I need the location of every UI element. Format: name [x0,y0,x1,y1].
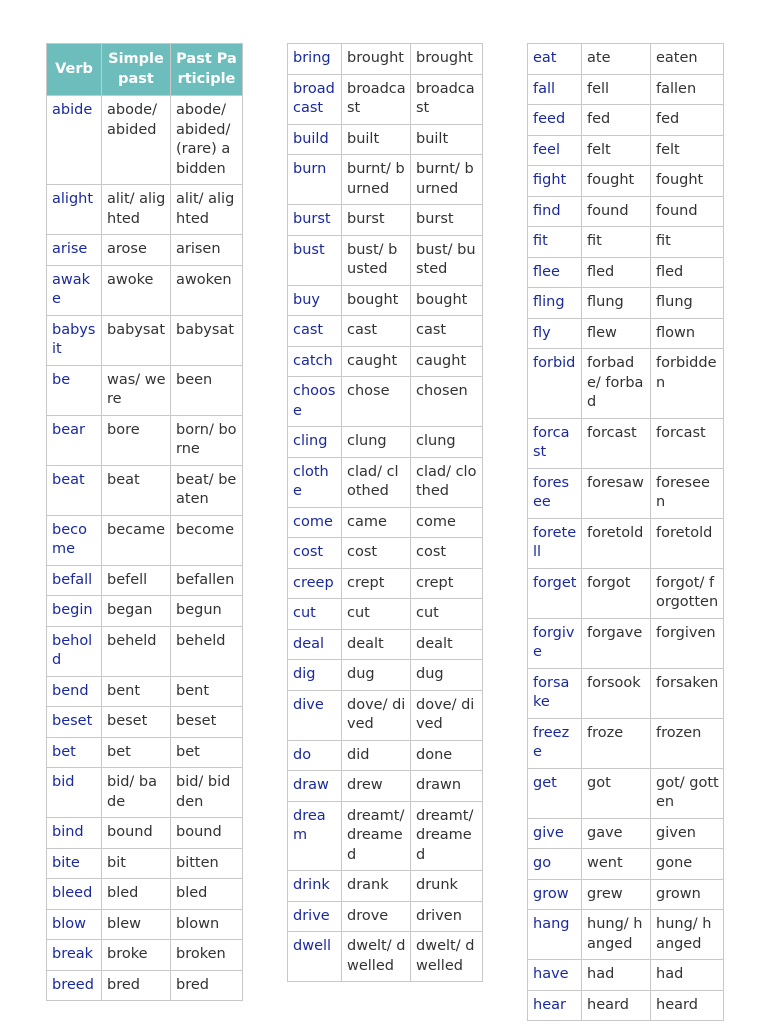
past-participle-cell: abode/ abided/ (rare) abidden [171,96,243,185]
verb-link[interactable]: bring [288,44,342,75]
past-participle-cell: arisen [171,235,243,266]
simple-past-cell: forbade/ forbad [582,349,651,419]
table-row [47,96,243,185]
verb-link[interactable]: cast [288,316,342,347]
table-row [288,660,483,691]
simple-past-cell: broadcast [342,74,411,124]
verb-link[interactable]: abide [47,96,102,185]
simple-past-cell: bound [102,818,171,849]
verb-link[interactable]: dig [288,660,342,691]
table-row [528,960,724,991]
verb-link[interactable]: beset [47,707,102,738]
verb-link[interactable]: dream [288,801,342,871]
verb-link[interactable]: babysit [47,315,102,365]
simple-past-cell: babysat [102,315,171,365]
simple-past-cell: was/ were [102,365,171,415]
past-participle-cell: dreamt/ dreamed [411,801,483,871]
past-participle-cell: cost [411,538,483,569]
past-participle-cell: beset [171,707,243,738]
past-participle-cell: found [651,196,724,227]
simple-past-cell: blew [102,909,171,940]
simple-past-cell: forcast [582,418,651,468]
simple-past-cell: brought [342,44,411,75]
table-row [528,135,724,166]
past-participle-cell: flung [651,288,724,319]
simple-past-cell: ate [582,44,651,75]
past-participle-cell: chosen [411,377,483,427]
verb-link[interactable]: awake [47,265,102,315]
simple-past-cell: befell [102,565,171,596]
simple-past-cell: cast [342,316,411,347]
simple-past-cell: built [342,124,411,155]
past-participle-cell: clad/ clothed [411,457,483,507]
simple-past-cell: bent [102,676,171,707]
verb-link[interactable]: arise [47,235,102,266]
verb-link[interactable]: eat [528,44,582,75]
simple-past-cell: broke [102,940,171,971]
table-row [47,768,243,818]
verb-link[interactable]: bid [47,768,102,818]
past-participle-cell: foreseen [651,468,724,518]
table-row [288,285,483,316]
simple-past-cell: froze [582,718,651,768]
verb-link[interactable]: beat [47,465,102,515]
verb-link[interactable]: draw [288,771,342,802]
table-row [288,316,483,347]
past-participle-cell: clung [411,427,483,458]
simple-past-cell: burnt/ burned [342,155,411,205]
verb-link[interactable]: bind [47,818,102,849]
verb-link[interactable]: forcast [528,418,582,468]
verb-link[interactable]: flee [528,257,582,288]
verb-link[interactable]: fit [528,227,582,258]
table-row [47,315,243,365]
simple-past-cell: foresaw [582,468,651,518]
verb-link[interactable]: feel [528,135,582,166]
simple-past-cell: arose [102,235,171,266]
simple-past-cell: flung [582,288,651,319]
simple-past-cell: went [582,849,651,880]
simple-past-cell: drove [342,901,411,932]
verb-link[interactable]: break [47,940,102,971]
table-row [47,970,243,1001]
table-row [528,196,724,227]
past-participle-cell: felt [651,135,724,166]
header-past-participle: Past Participle [171,44,243,96]
verb-link[interactable]: broadcast [288,74,342,124]
simple-past-cell: hung/ hanged [582,910,651,960]
verb-link[interactable]: bend [47,676,102,707]
simple-past-cell: drew [342,771,411,802]
table-row [288,901,483,932]
simple-past-cell: chose [342,377,411,427]
past-participle-cell: beat/ beaten [171,465,243,515]
simple-past-cell: bust/ busted [342,235,411,285]
past-participle-cell: bred [171,970,243,1001]
table-row [528,288,724,319]
table-row [528,518,724,568]
simple-past-cell: burst [342,205,411,236]
verb-link[interactable]: bleed [47,879,102,910]
past-participle-cell: drawn [411,771,483,802]
simple-past-cell: bred [102,970,171,1001]
simple-past-cell: beset [102,707,171,738]
table-row [528,718,724,768]
simple-past-cell: found [582,196,651,227]
simple-past-cell: came [342,507,411,538]
verb-link[interactable]: creep [288,568,342,599]
table-row [288,801,483,871]
simple-past-cell: had [582,960,651,991]
past-participle-cell: alit/ alighted [171,185,243,235]
header-row [47,44,243,96]
past-participle-cell: drunk [411,871,483,902]
simple-past-cell: drank [342,871,411,902]
past-participle-cell: brought [411,44,483,75]
past-participle-cell: fled [651,257,724,288]
past-participle-cell: forbidden [651,349,724,419]
past-participle-cell: eaten [651,44,724,75]
verb-link[interactable]: dwell [288,932,342,982]
simple-past-cell: fled [582,257,651,288]
simple-past-cell: heard [582,990,651,1021]
table-row [47,515,243,565]
verb-link[interactable]: go [528,849,582,880]
table-row [528,818,724,849]
past-participle-cell: foretold [651,518,724,568]
verb-link[interactable]: forbid [528,349,582,419]
simple-past-cell: cost [342,538,411,569]
simple-past-cell: fed [582,105,651,136]
table-row [47,626,243,676]
table-row [288,538,483,569]
simple-past-cell: abode/ abided [102,96,171,185]
simple-past-cell: beheld [102,626,171,676]
table-row [528,768,724,818]
past-participle-cell: driven [411,901,483,932]
simple-past-cell: did [342,740,411,771]
table-row [528,468,724,518]
simple-past-cell: bit [102,848,171,879]
simple-past-cell: flew [582,318,651,349]
table-row [288,871,483,902]
past-participle-cell: cut [411,599,483,630]
table-row [47,185,243,235]
simple-past-cell: forsook [582,668,651,718]
verb-link[interactable]: cost [288,538,342,569]
simple-past-cell: caught [342,346,411,377]
table-row [47,565,243,596]
table-row [288,427,483,458]
simple-past-cell: gave [582,818,651,849]
table-row [288,507,483,538]
past-participle-cell: given [651,818,724,849]
table-row [47,465,243,515]
verb-link[interactable]: be [47,365,102,415]
verb-link[interactable]: forget [528,568,582,618]
verb-link[interactable]: deal [288,629,342,660]
past-participle-cell: burst [411,205,483,236]
table-row [288,568,483,599]
simple-past-cell: got [582,768,651,818]
past-participle-cell: been [171,365,243,415]
table-row [528,349,724,419]
past-participle-cell: burnt/ burned [411,155,483,205]
table-row [288,771,483,802]
table-row [528,166,724,197]
past-participle-cell: dove/ dived [411,690,483,740]
verb-link[interactable]: fly [528,318,582,349]
verb-link[interactable]: breed [47,970,102,1001]
verb-link[interactable]: burn [288,155,342,205]
table-row [528,668,724,718]
table-row [528,418,724,468]
past-participle-cell: babysat [171,315,243,365]
table-row [528,257,724,288]
verb-link[interactable]: come [288,507,342,538]
table-row [528,318,724,349]
simple-past-cell: became [102,515,171,565]
table-row [288,599,483,630]
verb-link[interactable]: bear [47,415,102,465]
simple-past-cell: foretold [582,518,651,568]
table-row [47,879,243,910]
verb-link[interactable]: fling [528,288,582,319]
verb-link[interactable]: build [288,124,342,155]
simple-past-cell: dove/ dived [342,690,411,740]
verb-link[interactable]: drive [288,901,342,932]
table-row [47,737,243,768]
verb-link[interactable]: find [528,196,582,227]
past-participle-cell: got/ gotten [651,768,724,818]
table-row [47,235,243,266]
table-row [528,910,724,960]
simple-past-cell: dreamt/ dreamed [342,801,411,871]
past-participle-cell: bitten [171,848,243,879]
past-participle-cell: cast [411,316,483,347]
verb-link[interactable]: foretell [528,518,582,568]
table-row [288,235,483,285]
table-row [288,457,483,507]
simple-past-cell: fit [582,227,651,258]
verb-link[interactable]: alight [47,185,102,235]
simple-past-cell: fought [582,166,651,197]
table-row [288,44,483,75]
table-row [528,227,724,258]
past-participle-cell: dug [411,660,483,691]
past-participle-cell: forgot/ forgotten [651,568,724,618]
past-participle-cell: crept [411,568,483,599]
verb-link[interactable]: bite [47,848,102,879]
past-participle-cell: bet [171,737,243,768]
simple-past-cell: dwelt/ dwelled [342,932,411,982]
verb-link[interactable]: have [528,960,582,991]
past-participle-cell: beheld [171,626,243,676]
verb-link[interactable]: foresee [528,468,582,518]
verb-link[interactable]: do [288,740,342,771]
verb-link[interactable]: fall [528,74,582,105]
table-row [47,940,243,971]
table-row [288,377,483,427]
verb-link[interactable]: burst [288,205,342,236]
table-row [528,568,724,618]
simple-past-cell: bid/ bade [102,768,171,818]
simple-past-cell: clung [342,427,411,458]
table-row [288,690,483,740]
table-row [47,596,243,627]
verb-table-1 [46,43,243,1001]
verb-link[interactable]: forsake [528,668,582,718]
table-row [47,365,243,415]
simple-past-cell: bled [102,879,171,910]
verb-link[interactable]: get [528,768,582,818]
past-participle-cell: forsaken [651,668,724,718]
table-row [288,740,483,771]
header-verb: Verb [47,44,102,96]
past-participle-cell: fed [651,105,724,136]
simple-past-cell: dug [342,660,411,691]
table-row [288,155,483,205]
past-participle-cell: bid/ bidden [171,768,243,818]
table-row [288,932,483,982]
table-row [288,74,483,124]
verb-link[interactable]: cling [288,427,342,458]
past-participle-cell: bent [171,676,243,707]
simple-past-cell: alit/ alighted [102,185,171,235]
past-participle-cell: had [651,960,724,991]
table-row [528,105,724,136]
past-participle-cell: caught [411,346,483,377]
past-participle-cell: bled [171,879,243,910]
verb-link[interactable]: bust [288,235,342,285]
table-row [528,879,724,910]
verb-link[interactable]: become [47,515,102,565]
simple-past-cell: felt [582,135,651,166]
table-row [47,818,243,849]
past-participle-cell: begun [171,596,243,627]
verb-link[interactable]: cut [288,599,342,630]
verb-link[interactable]: drink [288,871,342,902]
past-participle-cell: dwelt/ dwelled [411,932,483,982]
past-participle-cell: flown [651,318,724,349]
simple-past-cell: crept [342,568,411,599]
table-row [47,707,243,738]
past-participle-cell: frozen [651,718,724,768]
simple-past-cell: clad/ clothed [342,457,411,507]
table-row [47,676,243,707]
table-row [528,990,724,1021]
past-participle-cell: broken [171,940,243,971]
table-row [528,849,724,880]
simple-past-cell: bought [342,285,411,316]
verb-link[interactable]: begin [47,596,102,627]
table-row [528,74,724,105]
past-participle-cell: bought [411,285,483,316]
verb-table-3 [527,43,724,1021]
verb-link[interactable]: choose [288,377,342,427]
verb-table-2 [287,43,483,982]
table-row [288,124,483,155]
verb-link[interactable]: give [528,818,582,849]
table-row [288,629,483,660]
past-participle-cell: blown [171,909,243,940]
verb-link[interactable]: bet [47,737,102,768]
past-participle-cell: fought [651,166,724,197]
table-row [528,44,724,75]
past-participle-cell: forgiven [651,618,724,668]
past-participle-cell: become [171,515,243,565]
simple-past-cell: began [102,596,171,627]
past-participle-cell: hung/ hanged [651,910,724,960]
past-participle-cell: gone [651,849,724,880]
past-participle-cell: bound [171,818,243,849]
past-participle-cell: fallen [651,74,724,105]
past-participle-cell: grown [651,879,724,910]
past-participle-cell: done [411,740,483,771]
verb-link[interactable]: blow [47,909,102,940]
table-row [47,848,243,879]
past-participle-cell: fit [651,227,724,258]
past-participle-cell: befallen [171,565,243,596]
past-participle-cell: forcast [651,418,724,468]
table-row [288,346,483,377]
simple-past-cell: dealt [342,629,411,660]
verb-link[interactable]: freeze [528,718,582,768]
table-row [528,618,724,668]
past-participle-cell: heard [651,990,724,1021]
past-participle-cell: broadcast [411,74,483,124]
verb-link[interactable]: fight [528,166,582,197]
verb-link[interactable]: catch [288,346,342,377]
table-row [47,909,243,940]
simple-past-cell: cut [342,599,411,630]
past-participle-cell: come [411,507,483,538]
past-participle-cell: dealt [411,629,483,660]
past-participle-cell: born/ borne [171,415,243,465]
table-row [47,415,243,465]
verb-link[interactable]: buy [288,285,342,316]
simple-past-cell: fell [582,74,651,105]
verb-link[interactable]: grow [528,879,582,910]
verb-link[interactable]: hear [528,990,582,1021]
table-row [47,265,243,315]
simple-past-cell: grew [582,879,651,910]
verb-link[interactable]: dive [288,690,342,740]
verb-link[interactable]: befall [47,565,102,596]
verb-link[interactable]: feed [528,105,582,136]
header-simple-past: Simple past [102,44,171,96]
past-participle-cell: built [411,124,483,155]
simple-past-cell: forgot [582,568,651,618]
simple-past-cell: beat [102,465,171,515]
past-participle-cell: bust/ busted [411,235,483,285]
verb-link[interactable]: behold [47,626,102,676]
verb-link[interactable]: hang [528,910,582,960]
table-row [288,205,483,236]
simple-past-cell: forgave [582,618,651,668]
past-participle-cell: awoken [171,265,243,315]
verb-link[interactable]: clothe [288,457,342,507]
simple-past-cell: awoke [102,265,171,315]
simple-past-cell: bore [102,415,171,465]
verb-link[interactable]: forgive [528,618,582,668]
simple-past-cell: bet [102,737,171,768]
